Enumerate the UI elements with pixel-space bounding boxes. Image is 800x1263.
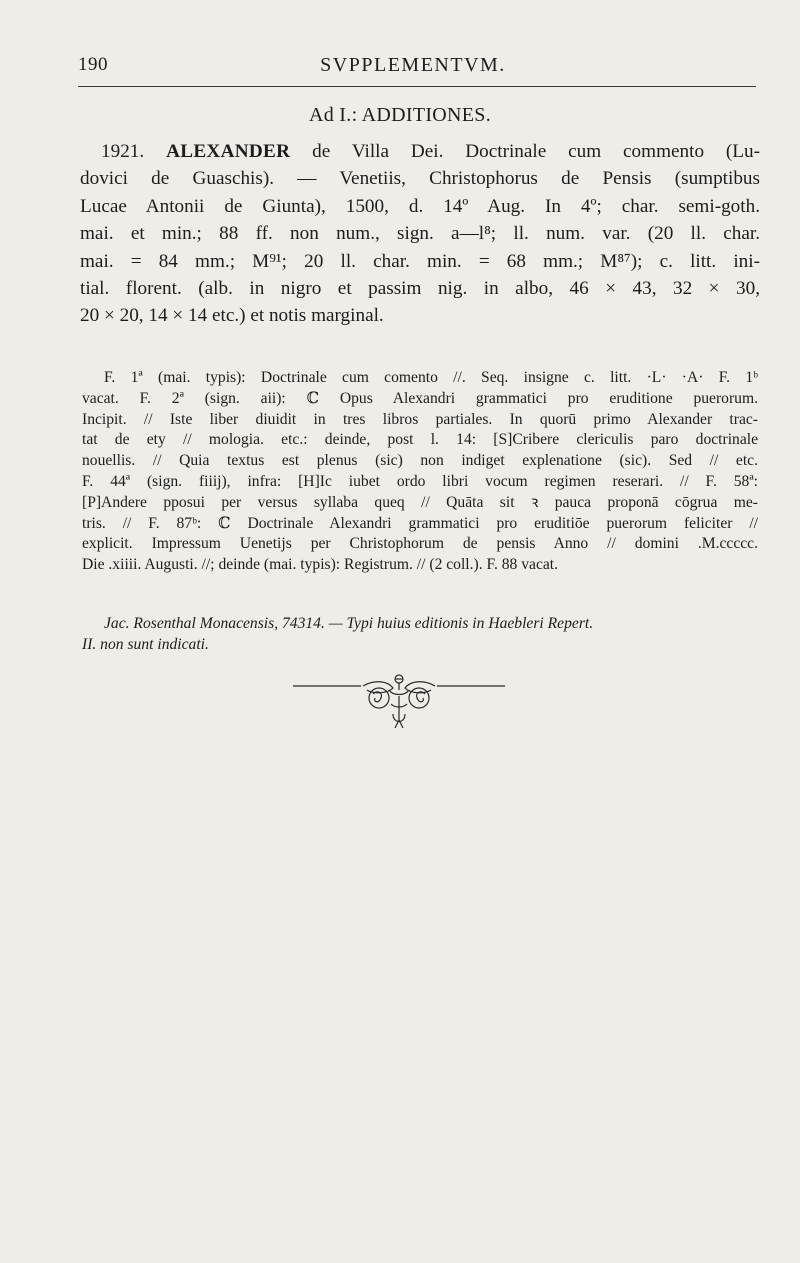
page-number: 190 <box>78 54 108 75</box>
desc-line-10: Die .xiiii. Augusti. //; deinde (mai. typis): Registrum. // (2 coll.). F. 88 vacat. <box>82 556 559 574</box>
section-heading: Ad I.: ADDITIONES. <box>308 104 492 126</box>
entry-line-1 <box>80 138 760 165</box>
printer-device-ornament-icon <box>293 674 505 734</box>
desc-line-2: vacat. F. 2ª (sign. aii): ℂ Opus Alexandri grammatici pro eruditione puerorum. <box>82 389 758 407</box>
desc-line-8: tris. // F. 87ᵇ: ℂ Doctrinale Alexandri grammatici pro eruditiōe puerorum feliciter // <box>82 514 758 532</box>
entry-line-4: mai. et min.; 88 ff. non num., sign. a—l⁸; ll. num. var. (20 ll. char. <box>80 223 760 245</box>
entry-line-3: Lucae Antonii de Giunta), 1500, d. 14º Aug. In 4º; char. semi-goth. <box>80 195 760 217</box>
entry-author: ALEXANDER <box>166 141 291 162</box>
entry-line-1-text: de Villa Dei. Doctrinale cum commento (Lu- <box>290 141 761 162</box>
desc-line-5: nouellis. // Quia textus est plenus (sic) non indiget explenatione (sic). Sed // etc. <box>82 452 758 470</box>
reference-line-2: II. non sunt indicati. <box>82 636 209 653</box>
entry-number: 1921. <box>101 141 145 162</box>
entry-line-5: mai. = 84 mm.; M⁹¹; 20 ll. char. min. = 68 mm.; M⁸⁷); c. litt. ini- <box>80 250 760 272</box>
entry-line-2: dovici de Guaschis). — Venetiis, Christophorus de Pensis (sumptibus <box>80 168 760 190</box>
running-head: SVPPLEMENTVM. <box>320 54 506 76</box>
header-rule <box>78 86 756 87</box>
references <box>82 613 758 655</box>
reference-line-1: Jac. Rosenthal Monacensis, 74314. — Typi huius editionis in Haebleri Repert. <box>104 615 594 632</box>
entry-line-7: 20 × 20, 14 × 14 etc.) et notis marginal. <box>80 305 384 327</box>
desc-line-4: tat de ety // mologia. etc.: deinde, post l. 14: [S]Cribere clericulis paro doctrinale <box>82 431 758 449</box>
desc-line-9: explicit. Impressum Uenetijs per Christophorum de pensis Anno // domini .M.ccccc. <box>82 535 758 553</box>
desc-line-7: [P]Andere pposui per versus syllaba queq // Quāta sit ꝛ pauca proponā cōgrua me- <box>82 493 758 511</box>
bibliographic-description <box>82 368 758 576</box>
desc-line-3: Incipit. // Iste liber diuidit in tres libros partiales. In quorū primo Alexander trac- <box>82 410 758 428</box>
entry-body <box>80 138 760 330</box>
desc-line-6: F. 44ª (sign. fiiij), infra: [H]Ic iubet ordo libri vocum regimen reserari. // F. 58ª: <box>82 472 758 490</box>
desc-line-1: F. 1ª (mai. typis): Doctrinale cum comento //. Seq. insigne c. litt. ·L· ·A· F. 1ᵇ <box>104 369 758 386</box>
page-header <box>78 54 748 82</box>
entry-line-6: tial. florent. (alb. in nigro et passim nig. in albo, 46 × 43, 32 × 30, <box>80 278 760 300</box>
